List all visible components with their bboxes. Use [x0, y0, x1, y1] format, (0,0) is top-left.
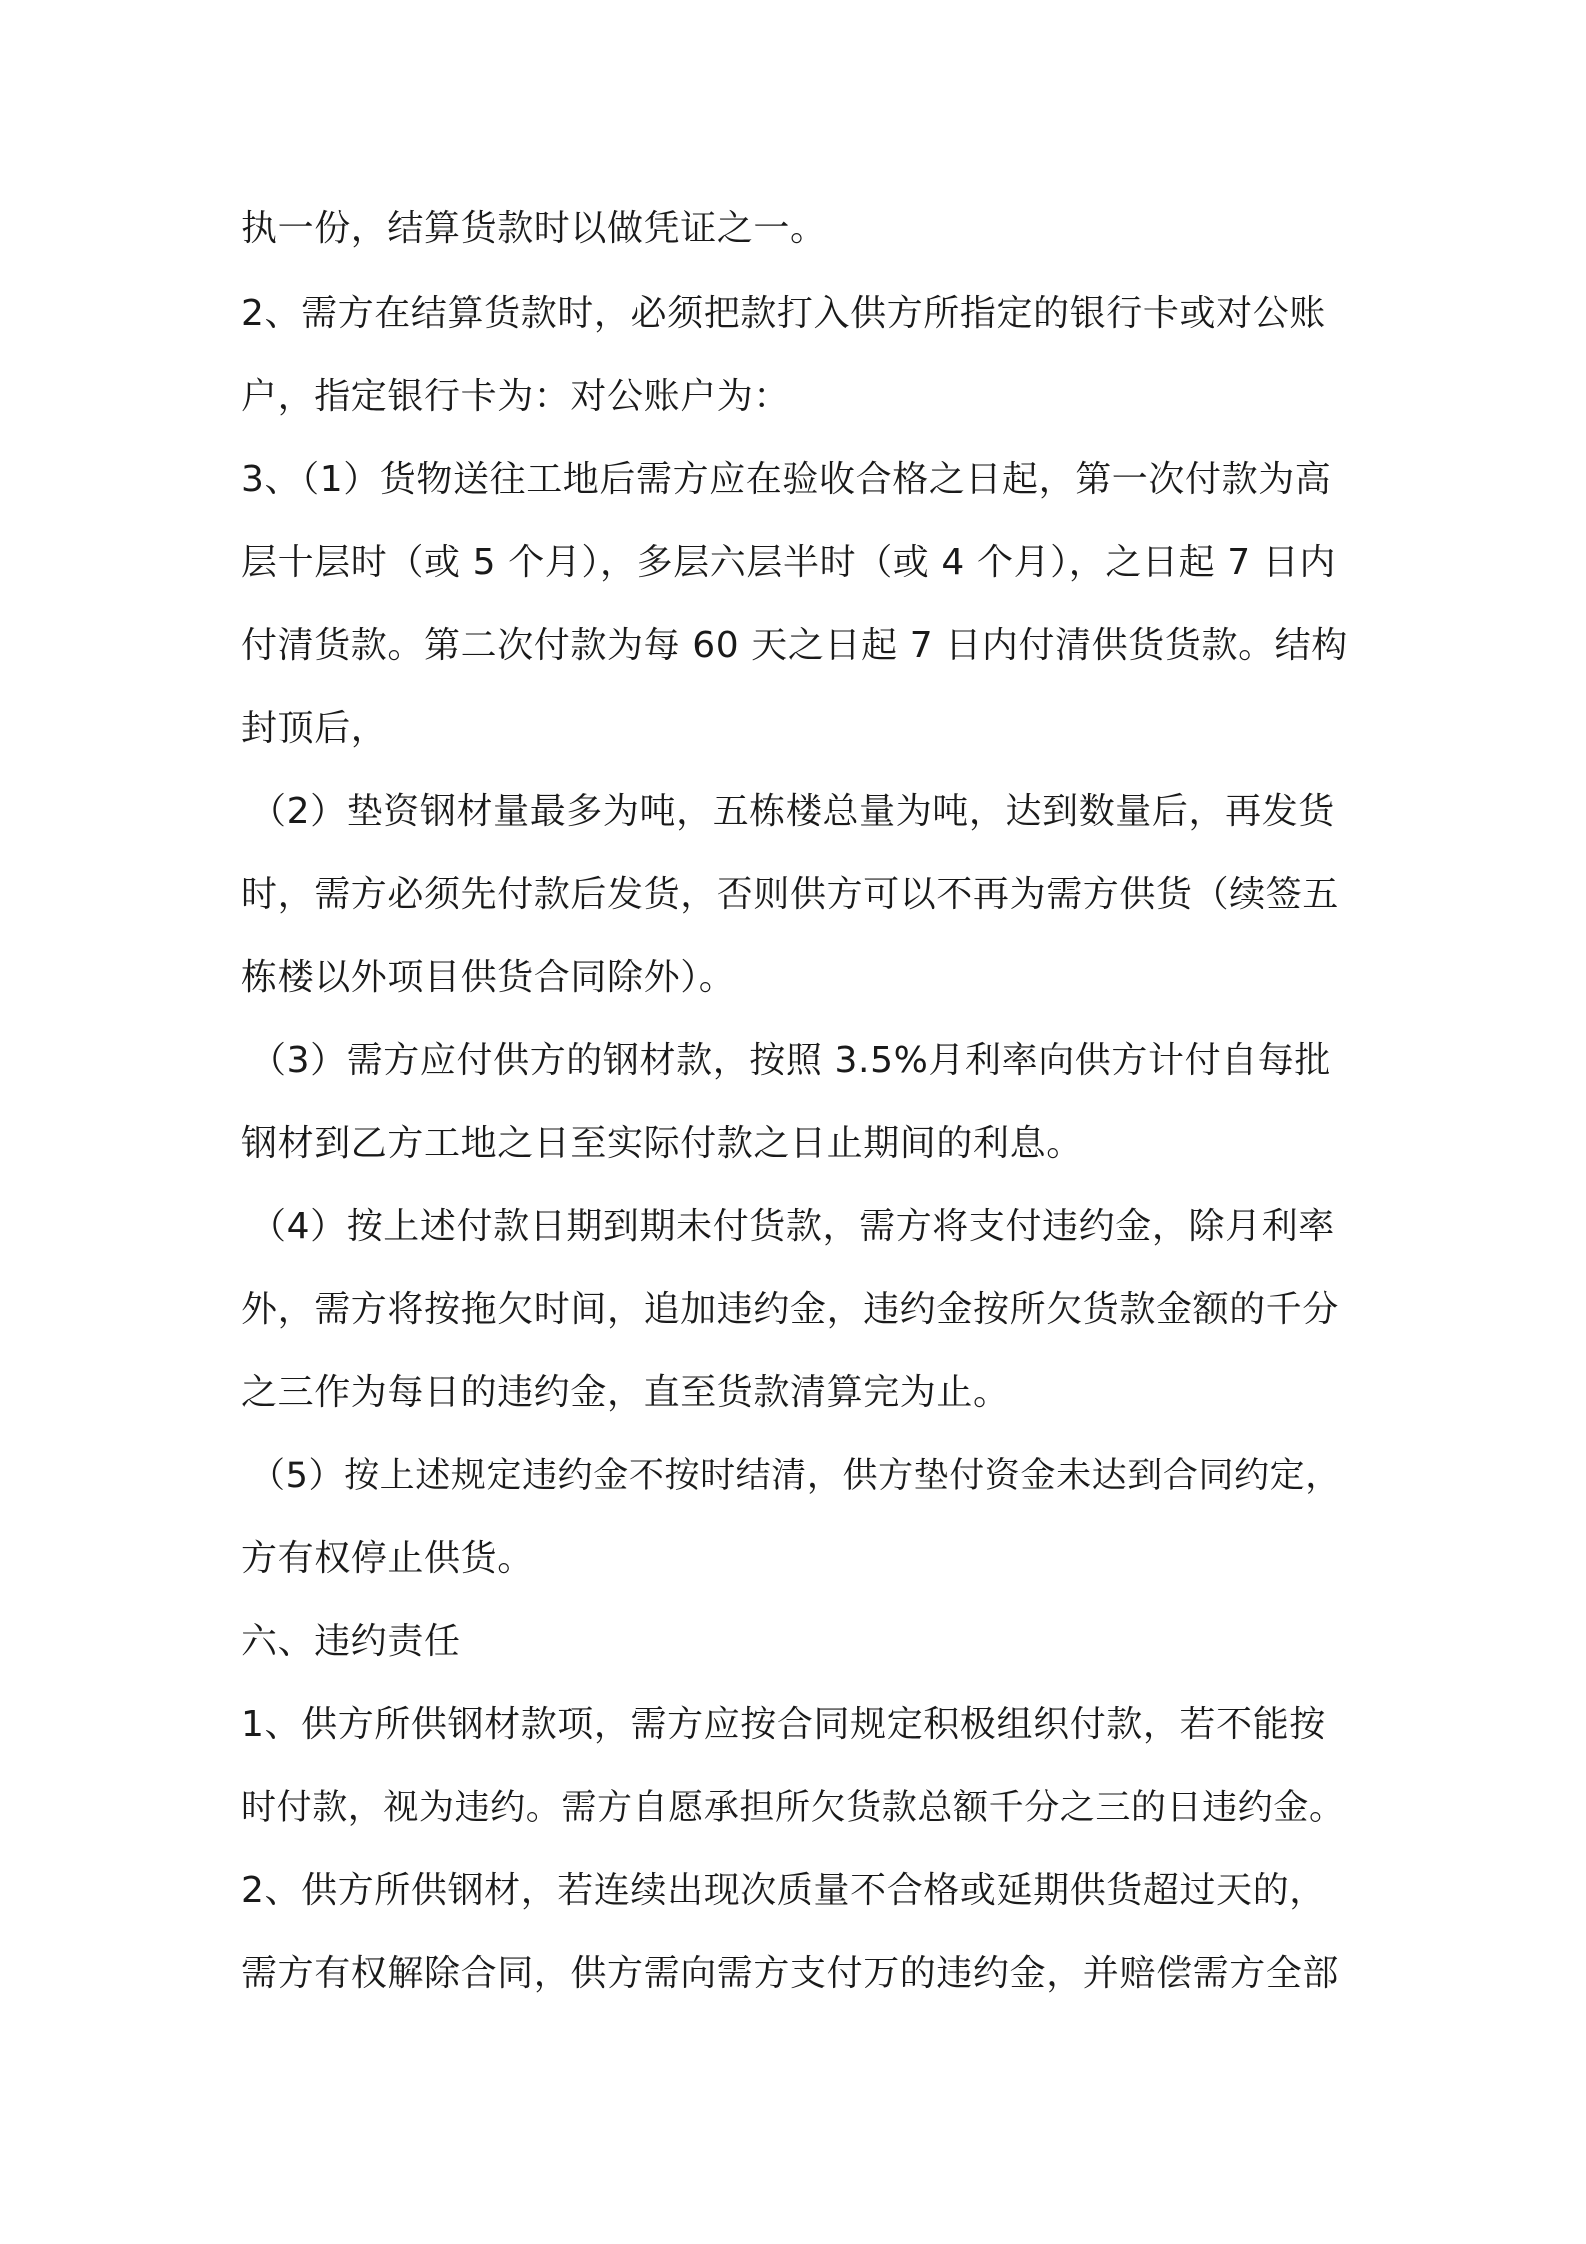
text-line-22: 需方有权解除合同，供方需向需方支付万的违约金，并赔偿需方全部	[241, 1953, 1340, 1994]
text-line-9: 时，需方必须先付款后发货，否则供方可以不再为需方供货（续签五	[241, 874, 1340, 915]
text-line-1: 执一份，结算货款时以做凭证之一。	[241, 208, 827, 249]
text-line-2: 2、需方在结算货款时，必须把款打入供方所指定的银行卡或对公账	[241, 293, 1326, 334]
text-line-16: （5）按上述规定违约金不按时结清，供方垫付资金未达到合同约定，	[250, 1456, 1341, 1496]
text-line-10: 栋楼以外项目供货合同除外）。	[241, 957, 736, 998]
text-line-5: 层十层时（或 5 个月），多层六层半时（或 4 个月），之日起 7 日内	[241, 542, 1336, 583]
section-heading: 六、违约责任	[241, 1621, 461, 1662]
text-line-4: 3、（1）货物送往工地后需方应在验收合格之日起，第一次付款为高	[241, 459, 1332, 500]
text-line-14: 外，需方将按拖欠时间，追加违约金，违约金按所欠货款金额的千分	[241, 1289, 1340, 1330]
text-line-17: 方有权停止供货。	[241, 1538, 534, 1579]
text-line-19: 1、供方所供钢材款项，需方应按合同规定积极组织付款，若不能按	[241, 1704, 1326, 1745]
text-line-3: 户，指定银行卡为：对公账户为：	[241, 376, 791, 417]
text-line-6: 付清货款。第二次付款为每 60 天之日起 7 日内付清供货货款。结构	[241, 625, 1348, 666]
text-line-7: 封顶后，	[241, 708, 388, 749]
text-line-11: （3）需方应付供方的钢材款，按照 3.5%月利率向供方计付自每批	[250, 1040, 1332, 1081]
text-line-13: （4）按上述付款日期到期未付货款，需方将支付违约金，除月利率	[250, 1206, 1335, 1247]
text-line-8: （2）垫资钢材量最多为吨，五栋楼总量为吨，达到数量后，再发货	[250, 791, 1335, 832]
text-line-20: 时付款，视为违约。需方自愿承担所欠货款总额千分之三的日违约金。	[241, 1788, 1345, 1828]
text-line-12: 钢材到乙方工地之日至实际付款之日止期间的利息。	[241, 1123, 1083, 1164]
text-line-21: 2、供方所供钢材，若连续出现次质量不合格或延期供货超过天的，	[241, 1870, 1326, 1911]
text-line-15: 之三作为每日的违约金，直至货款清算完为止。	[241, 1372, 1010, 1413]
